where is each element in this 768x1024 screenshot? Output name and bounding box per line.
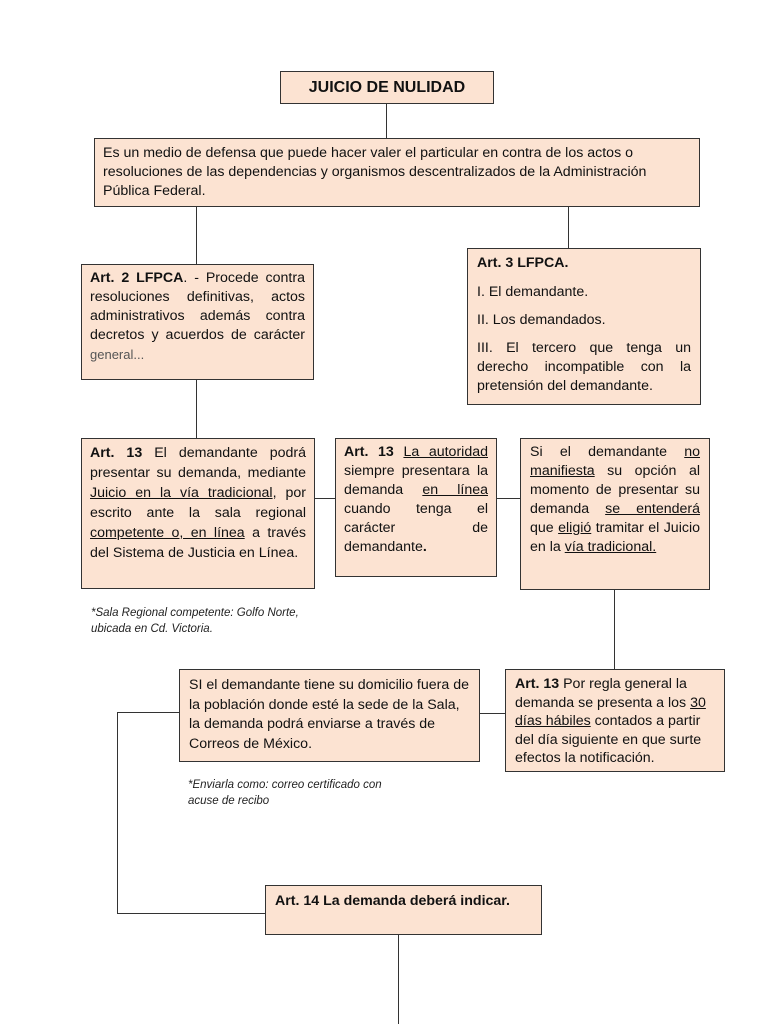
art13b-text-1: siempre presentara la demanda bbox=[344, 463, 488, 498]
art13a-underline-1: Juicio en la vía tradicional bbox=[90, 485, 273, 501]
domicilio-box bbox=[179, 669, 480, 762]
connector-domicilio-left bbox=[117, 712, 179, 713]
art3-box bbox=[467, 248, 701, 405]
art2-tail: general... bbox=[90, 347, 145, 362]
art13d-box bbox=[505, 669, 725, 772]
art13c-box bbox=[520, 438, 710, 590]
art13c-underline-1: no manifiesta bbox=[530, 444, 700, 479]
art13c-underline-3: eligió bbox=[558, 520, 592, 536]
art2-box bbox=[81, 264, 314, 380]
note-sala: *Sala Regional competente: Golfo Norte, ubicada en Cd. Victoria. bbox=[91, 607, 299, 635]
art13c-text-3: que bbox=[530, 520, 559, 536]
domicilio-text: SI el demandante tiene su domicilio fuera de la población donde esté la sede de la Sala, la demanda podrá enviarse a través de Correos de México. bbox=[189, 677, 469, 752]
connector-definition-art2 bbox=[196, 207, 197, 265]
art13b-underline-1: La autoridad bbox=[403, 444, 488, 460]
art13a-text-3: a través del Sistema de Justicia en Línea. bbox=[90, 525, 306, 561]
connector-definition-art3 bbox=[568, 207, 569, 249]
connector-left-vertical bbox=[117, 712, 118, 914]
connector-art14-down bbox=[398, 934, 399, 1024]
art13d-underline-1: 30 días hábiles bbox=[515, 694, 706, 729]
art3-item-3: III. El tercero que tenga un derecho incompatible con la pretensión del demandante. bbox=[477, 340, 691, 394]
art13d-text-2: contados a partir del día siguiente en que surte efectos la notificación. bbox=[515, 713, 702, 766]
art13b-box bbox=[335, 438, 497, 577]
art13c-text-4: tramitar el Juicio en la bbox=[530, 520, 700, 555]
art13b-text-0 bbox=[394, 444, 404, 460]
art3-item-2: II. Los demandados. bbox=[477, 312, 606, 328]
connector-art13a-art13b bbox=[315, 498, 335, 499]
art13d-label: Art. 13 bbox=[515, 676, 560, 692]
art13a-underline-2: competente o, en línea bbox=[90, 525, 245, 541]
definition-text: Es un medio de defensa que puede hacer valer el particular en contra de los actos o resoluciones de las dependencias y organismos descentralizados de la Administración Pública Federal. bbox=[103, 145, 647, 199]
art13a-label: Art. 13 bbox=[90, 445, 143, 461]
art2-label: Art. 2 LFPCA bbox=[90, 270, 184, 286]
page-title: JUICIO DE NULIDAD bbox=[308, 79, 466, 96]
connector-art13c-art13d bbox=[614, 590, 615, 669]
art13c-underline-2: se entenderá bbox=[605, 501, 700, 517]
art13c-underline-4: vía tradicional. bbox=[564, 539, 657, 555]
art14-text: Art. 14 La demanda deberá indicar. bbox=[275, 893, 510, 909]
connector-art2-art13a bbox=[196, 379, 197, 438]
art13c-text-1: Si el demandante bbox=[530, 444, 685, 460]
art2-text: . - Procede contra resoluciones definitivas, actos administrativos además contra decretos y acuerdos de carácter bbox=[90, 270, 305, 343]
art13b-text-2: cuando tenga el carácter de demandante bbox=[344, 501, 488, 555]
title-box bbox=[280, 71, 494, 104]
art13c-text-2: su opción al momento de presentar su demanda bbox=[530, 463, 700, 517]
art3-item-1: I. El demandante. bbox=[477, 284, 589, 300]
connector-left-art14 bbox=[117, 913, 265, 914]
art13a-text-2: , por escrito ante la sala regional bbox=[90, 485, 306, 521]
art13b-dot: . bbox=[422, 539, 427, 555]
definition-box bbox=[94, 138, 700, 207]
art14-box bbox=[265, 885, 542, 935]
art3-label: Art. 3 LFPCA. bbox=[477, 255, 569, 271]
connector-domicilio-art13d bbox=[480, 713, 505, 714]
connector-art13b-art13c bbox=[497, 498, 520, 499]
connector-title-definition bbox=[386, 103, 387, 139]
art13a-text-1: El demandante podrá presentar su demanda, mediante bbox=[90, 445, 306, 481]
art13b-label: Art. 13 bbox=[344, 444, 394, 460]
art13d-text-1: Por regla general la demanda se presenta a los bbox=[515, 676, 691, 711]
art13a-box bbox=[81, 438, 315, 589]
art13b-underline-2: en línea bbox=[422, 482, 488, 498]
note-correo: *Enviarla como: correo certificado con acuse de recibo bbox=[188, 779, 382, 807]
